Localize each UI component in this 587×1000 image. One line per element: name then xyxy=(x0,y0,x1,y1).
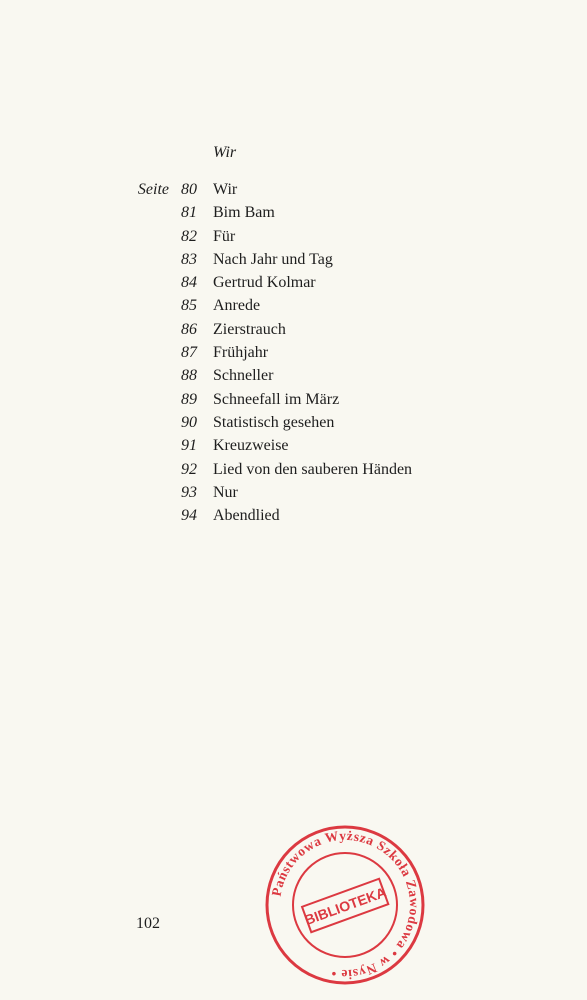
toc-row xyxy=(0,271,587,294)
toc-title: Schneefall im März xyxy=(213,390,340,408)
toc-row xyxy=(0,178,587,201)
toc-page-number: 87 xyxy=(181,344,197,362)
toc-page-number: 90 xyxy=(181,413,197,431)
toc-page-number: 82 xyxy=(181,227,197,245)
section-title: Wir xyxy=(213,144,237,161)
toc-title: Gertrud Kolmar xyxy=(213,274,316,292)
toc-title: Anrede xyxy=(213,297,261,315)
toc-page-number: 94 xyxy=(181,507,197,525)
toc-row xyxy=(0,318,587,341)
toc-row xyxy=(0,201,587,224)
toc-title: Nach Jahr und Tag xyxy=(213,250,333,268)
toc-page-number: 89 xyxy=(181,390,197,408)
toc-page-number: 86 xyxy=(181,320,197,338)
toc-row xyxy=(0,248,587,271)
toc-page-number: 81 xyxy=(181,204,197,222)
toc-row xyxy=(0,225,587,248)
stamp-ring-text: Państwowa Wyższa Szkoła Zawodowa • w Nysie • xyxy=(268,827,423,983)
page-number: 102 xyxy=(136,915,160,932)
toc-row xyxy=(0,481,587,504)
toc-title: Für xyxy=(213,227,236,245)
toc-page-number: 84 xyxy=(181,274,197,292)
toc-row xyxy=(0,504,587,527)
toc-title: Kreuzweise xyxy=(213,437,289,455)
toc-page-number: 80 xyxy=(181,181,197,198)
toc-row xyxy=(0,364,587,387)
toc-title: Nur xyxy=(213,483,238,501)
toc-row xyxy=(0,458,587,481)
toc-row xyxy=(0,341,587,364)
toc-page-number: 85 xyxy=(181,297,197,315)
toc-title: Bim Bam xyxy=(213,204,275,222)
toc-title: Schneller xyxy=(213,367,274,385)
toc-row xyxy=(0,294,587,317)
toc-title: Lied von den sauberen Händen xyxy=(213,460,413,478)
table-of-contents xyxy=(0,178,587,527)
toc-page-number: 91 xyxy=(181,437,197,455)
toc-row xyxy=(0,388,587,411)
toc-page-number: 88 xyxy=(181,367,197,385)
toc-page-number: 93 xyxy=(181,483,197,501)
toc-title: Abendlied xyxy=(213,507,280,525)
toc-row xyxy=(0,434,587,457)
toc-title: Statistisch gesehen xyxy=(213,413,335,431)
toc-prefix: Seite xyxy=(137,181,169,198)
toc-title: Wir xyxy=(213,181,238,198)
toc-title: Zierstrauch xyxy=(213,320,286,338)
toc-title: Frühjahr xyxy=(213,344,269,362)
toc-page-number: 83 xyxy=(181,250,197,268)
library-stamp xyxy=(262,822,428,988)
toc-row xyxy=(0,411,587,434)
toc-page-number: 92 xyxy=(181,460,197,478)
stamp-center-text: BIBLIOTEKA xyxy=(302,883,389,929)
